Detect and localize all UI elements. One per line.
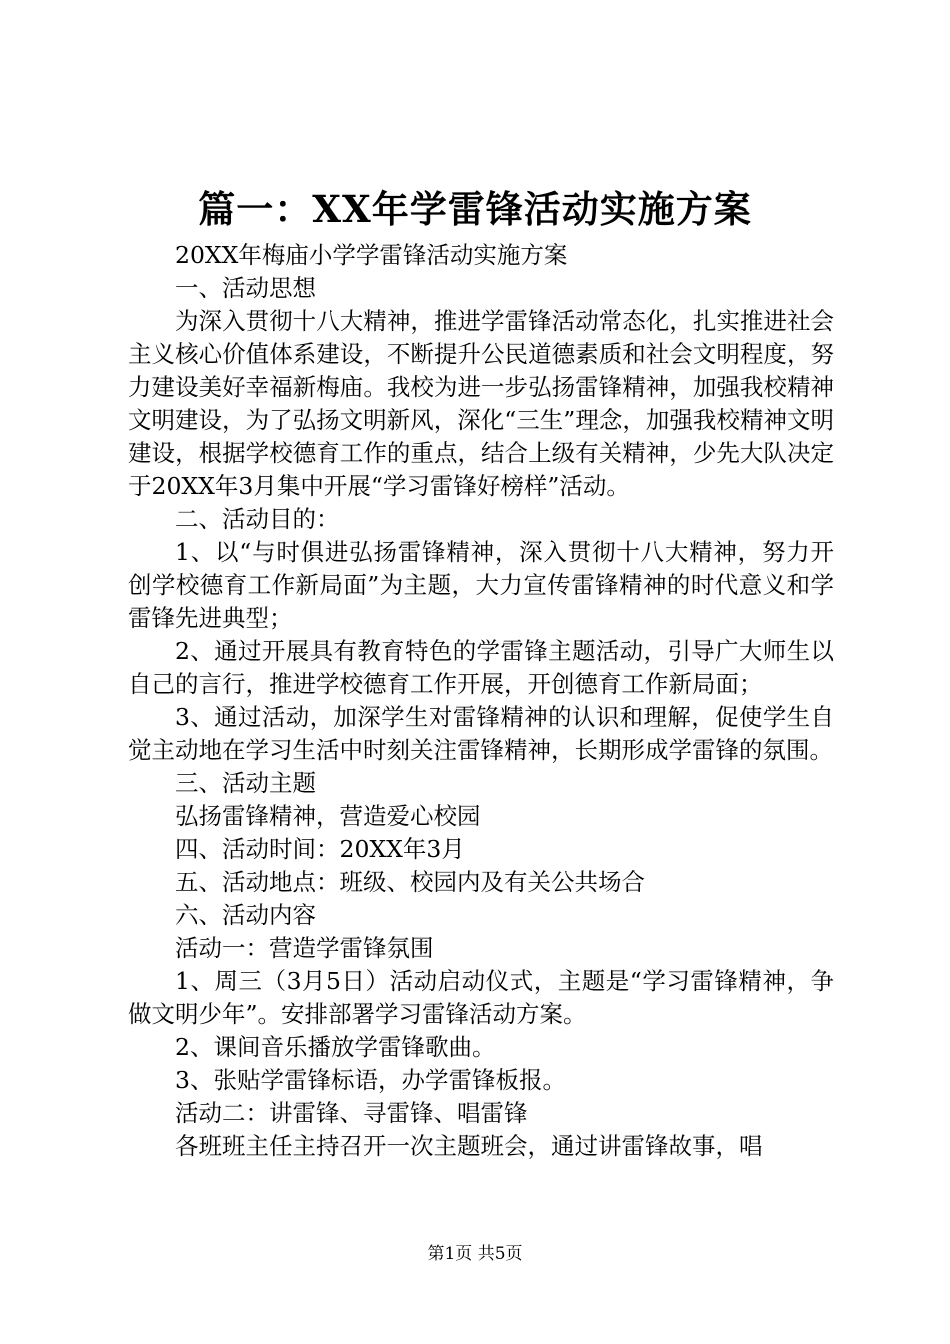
paragraph: 弘扬雷锋精神，营造爱心校园 bbox=[175, 802, 481, 830]
section-heading: 六、活动内容 bbox=[175, 901, 316, 929]
section-heading: 三、活动主题 bbox=[175, 769, 316, 797]
subsection-heading: 活动二：讲雷锋、寻雷锋、唱雷锋 bbox=[175, 1099, 528, 1127]
document-body bbox=[128, 239, 834, 1163]
paragraph: 为深入贯彻十八大精神，推进学雷锋活动常态化，扎实推进社会主义核心价值体系建设，不断提升公民道德素质和社会文明程度，努力建设美好幸福新梅庙。我校为进一步弘扬雷锋精神，加强我校精神文明建设，为了弘扬文明新风，深化“三生”理念，加强我校精神文明建设，根据学校德育工作的重点，结合上级有关精神，少先大队决定于20XX年3月集中开展“学习雷锋好榜样”活动。 bbox=[128, 307, 834, 500]
list-item: 2、课间音乐播放学雷锋歌曲。 bbox=[175, 1033, 496, 1061]
page-footer: 第1页 共5页 bbox=[427, 1244, 523, 1264]
section-heading: 四、活动时间：20XX年3月 bbox=[175, 835, 465, 863]
list-item: 1、以“与时俱进弘扬雷锋精神，深入贯彻十八大精神，努力开创学校德育工作新局面”为主题，大力宣传雷锋精神的时代意义和学雷锋先进典型； bbox=[128, 538, 834, 632]
paragraph: 各班班主任主持召开一次主题班会，通过讲雷锋故事，唱 bbox=[175, 1132, 763, 1160]
list-item: 3、张贴学雷锋标语，办学雷锋板报。 bbox=[175, 1066, 566, 1094]
document-title: 篇一：XX年学雷锋活动实施方案 bbox=[198, 187, 752, 231]
section-heading: 二、活动目的： bbox=[175, 505, 340, 533]
section-heading: 五、活动地点：班级、校园内及有关公共场合 bbox=[175, 868, 645, 896]
list-item: 2、通过开展具有教育特色的学雷锋主题活动，引导广大师生以自己的言行，推进学校德育工作开展，开创德育工作新局面； bbox=[128, 637, 834, 698]
subsection-heading: 活动一：营造学雷锋氛围 bbox=[175, 934, 434, 962]
section-heading: 一、活动思想 bbox=[175, 274, 316, 302]
paragraph: 20XX年梅庙小学学雷锋活动实施方案 bbox=[175, 241, 568, 269]
list-item: 3、通过活动，加深学生对雷锋精神的认识和理解，促使学生自觉主动地在学习生活中时刻关注雷锋精神，长期形成学雷锋的氛围。 bbox=[128, 703, 834, 764]
list-item: 1、周三（3月5日）活动启动仪式，主题是“学习雷锋精神，争做文明少年”。安排部署学习雷锋活动方案。 bbox=[128, 967, 834, 1028]
